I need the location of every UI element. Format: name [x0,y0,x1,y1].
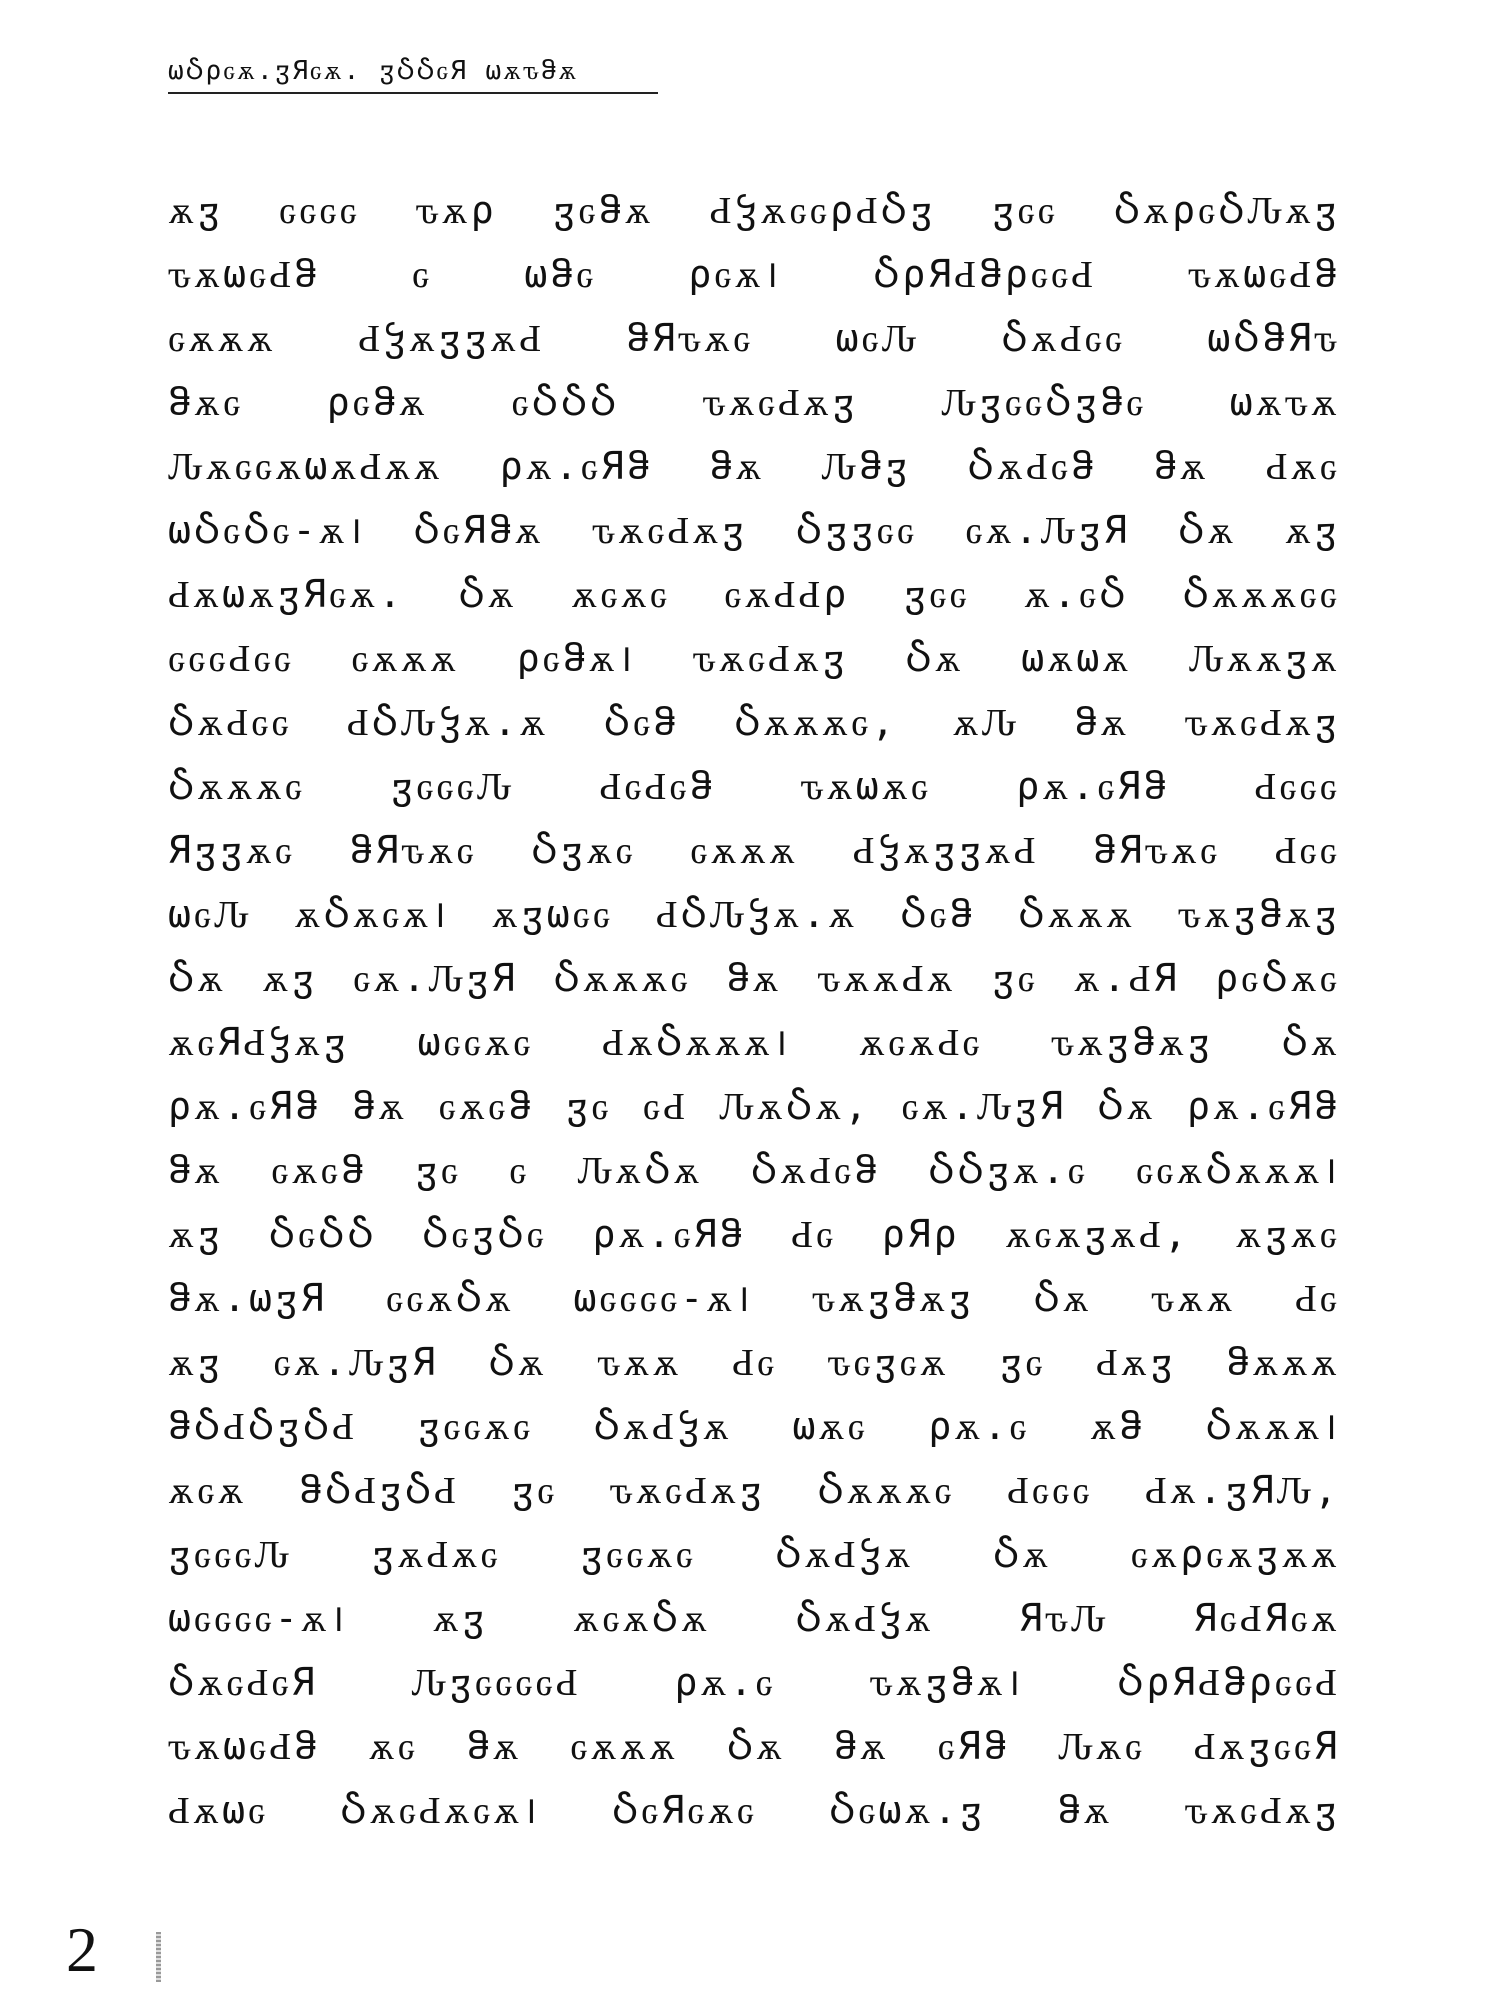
text-line: ѫԍѫ ჵჂԀჳჂԀ ჳԍ ԏѫԍԀѫჳ Ⴢѫѫѫԍ Ԁԍԍԍ Ԁѫ.ჳЯԈ, [168,1468,1340,1512]
running-header: ωჂρԍѫ.ჳЯԍѫ. ჳჂჂԍЯ ωѫԏჵѫ [168,56,658,94]
text-line: ωԍԍԍԍ-ѫ। ѫჳ ѫԍѫჂѫ ჂѫԀჴѫ ЯԏԈ ЯԍԀЯԍѫ [168,1596,1340,1640]
page-number: 2 [66,1914,98,1985]
text-line: Ⴢѫѫѫԍ ჳԍԍԍԈ ԀԍԀԍჵ ԏѫωѫԍ ρѫ.ԍЯჵ Ԁԍԍԍ [168,764,1340,808]
text-line: ჵѫ.ωჳЯ ԍԍѫჂѫ ωԍԍԍԍ-ѫ। ԏѫჳჵѫჳ Ⴢѫ ԏѫѫ Ԁԍ [168,1276,1340,1320]
text-line: ԍѫѫѫ ԀჴѫჳჳѫԀ ჵЯԏѫԍ ωԍԈ ჂѫԀԍԍ ωჂჵЯԏ [168,316,1340,360]
text-line: ԏѫωԍԀჵ ѫԍ ჵѫ ԍѫѫѫ Ⴢѫ ჵѫ ԍЯჵ Ԉѫԍ ԀѫჳԍԍЯ [168,1724,1340,1768]
text-line: ჳԍԍԍԈ ჳѫԀѫԍ ჳԍԍѫԍ ჂѫԀჴѫ Ⴢѫ ԍѫρԍѫჳѫѫ [168,1532,1340,1576]
text-line: ѫԍЯԀჴѫჳ ωԍԍѫԍ ԀѫჂѫѫѫ। ѫԍѫԀԍ ԏѫჳჵѫჳ Ⴢѫ [168,1020,1340,1064]
text-line: Ԁѫωԍ ჂѫԍԀѫԍѫ। ჂԍЯԍѫԍ Ⴢԍωѫ.ჳ ჵѫ ԏѫԍԀѫჳ [168,1788,1340,1832]
text-line: ωԍԈ ѫჂѫԍѫ। ѫჳωԍԍ ԀჂԈჴѫ.ѫ Ⴢԍჵ Ⴢѫѫѫ ԏѫჳჵѫჳ [168,892,1340,936]
text-line: ჵჂԀჂჳჂԀ ჳԍԍѫԍ ჂѫԀჴѫ ωѫԍ ρѫ.ԍ ѫჵ Ⴢѫѫѫ। [168,1404,1340,1448]
text-line: ѫჳ ԍԍԍԍ ԏѫρ ჳԍჵѫ ԀჴѫԍԍρԀჂჳ ჳԍԍ ჂѫρԍჂԈѫჳ [168,188,1340,232]
text-line: ѫჳ ჂԍჂჂ ჂԍჳჂԍ ρѫ.ԍЯჵ Ԁԍ ρЯρ ѫԍѫჳѫԀ, ѫჳѫԍ [168,1212,1340,1256]
text-line: ჂѫԍԀԍЯ ԈჳԍԍԍԍԀ ρѫ.ԍ ԏѫჳჵѫ। ჂρЯԀჵρԍԍԀ [168,1660,1340,1704]
text-line: ѫჳ ԍѫ.ԈჳЯ Ⴢѫ ԏѫѫ Ԁԍ ԏԍჳԍѫ ჳԍ Ԁѫჳ ჵѫѫѫ [168,1340,1340,1384]
text-line: ჵѫ ԍѫԍჵ ჳԍ ԍ ԈѫჂѫ ჂѫԀԍჵ ჂჂჳѫ.ԍ ԍԍѫჂѫѫѫ। [168,1148,1340,1192]
text-line: ԀѫωѫჳЯԍѫ. Ⴢѫ ѫԍѫԍ ԍѫԀԀρ ჳԍԍ ѫ.ԍჂ Ⴢѫѫѫԍԍ [168,572,1340,616]
text-line: ԏѫωԍԀჵ ԍ ωჵԍ ρԍѫ। ჂρЯԀჵρԍԍԀ ԏѫωԍԀჵ [168,252,1340,296]
body-text [168,178,1340,1842]
text-line: ჂѫԀԍԍ ԀჂԈჴѫ.ѫ Ⴢԍჵ Ⴢѫѫѫԍ, ѫԈ ჵѫ ԏѫԍԀѫჳ [168,700,1340,744]
text-line: ჵѫԍ ρԍჵѫ ԍჂჂჂ ԏѫԍԀѫჳ ԈჳԍԍჂჳჵԍ ωѫԏѫ [168,380,1340,424]
text-line: ωჂԍჂԍ-ѫ। ჂԍЯჵѫ ԏѫԍԀѫჳ Ⴢჳჳԍԍ ԍѫ.ԈჳЯ Ⴢѫ ѫჳ [168,508,1340,552]
text-line: ԍԍԍԀԍԍ ԍѫѫѫ ρԍჵѫ। ԏѫԍԀѫჳ Ⴢѫ ωѫωѫ Ԉѫѫჳѫ [168,636,1340,680]
text-line: Ⴢѫ ѫჳ ԍѫ.ԈჳЯ Ⴢѫѫѫԍ ჵѫ ԏѫѫԀѫ ჳԍ ѫ.ԀЯ ρԍჂѫԍ [168,956,1340,1000]
text-line: Яჳჳѫԍ ჵЯԏѫԍ Ⴢჳѫԍ ԍѫѫѫ ԀჴѫჳჳѫԀ ჵЯԏѫԍ Ԁԍԍ [168,828,1340,872]
text-line: ρѫ.ԍЯჵ ჵѫ ԍѫԍჵ ჳԍ ԍԀ ԈѫჂѫ, ԍѫ.ԈჳЯ Ⴢѫ ρѫ.ԍЯჵ [168,1084,1340,1128]
text-line: ԈѫԍԍѫωѫԀѫѫ ρѫ.ԍЯჵ ჵѫ Ԉჵჳ ჂѫԀԍჵ ჵѫ Ԁѫԍ [168,444,1340,488]
gutter-mark [156,1932,161,1982]
